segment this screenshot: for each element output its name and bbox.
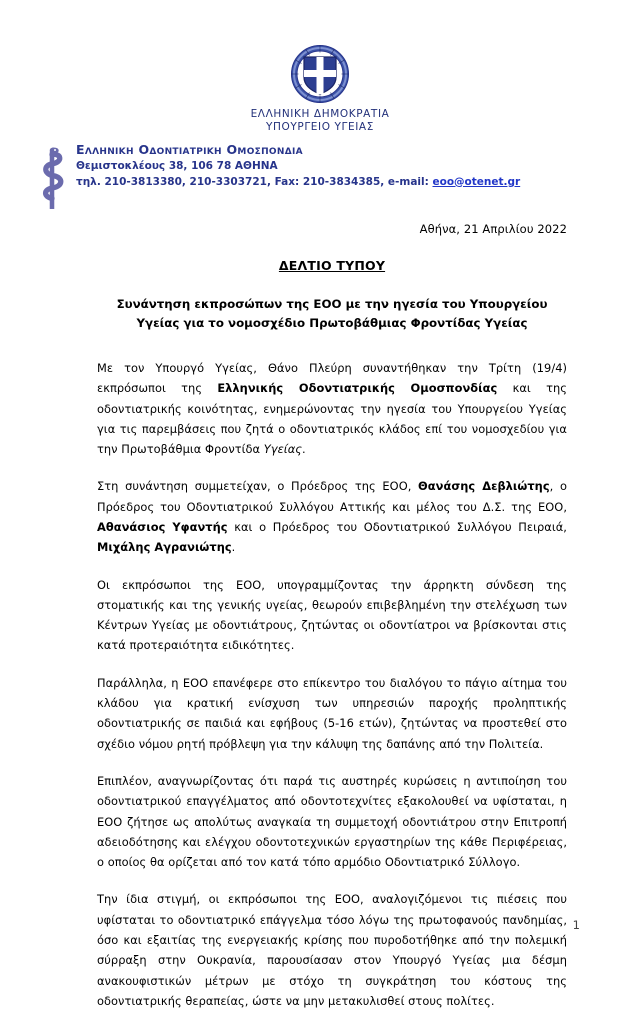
p1-text-b: και της οδοντιατρικής κοινότητας, ενημερώνοντας την ηγεσία του Υπουργείου Υγείας για τις παρεμβάσεις που ζητά ο οδοντιατρικός κλάδος επί του νομοσχεδίου για την Πρωτοβάθμια Φροντίδα xyxy=(97,381,567,457)
page-number: 1 xyxy=(572,918,580,932)
p2-text-b: , ο Πρόεδρος του Οδοντιατρικού Συλλόγου Αττικής και μέλος του Δ.Σ. της ΕΟΟ, xyxy=(97,479,567,514)
p2-bold-name-3: Μιχάλης Αγρανιώτης xyxy=(97,540,232,555)
document-body xyxy=(97,222,567,1011)
ministry-caption xyxy=(0,108,640,134)
p1-bold-organization: Ελληνικής Οδοντιατρικής Ομοσπονδίας xyxy=(217,381,498,396)
p1-text-c: . xyxy=(302,442,306,457)
ministry-line-republic: ΕΛΛΗΝΙΚΗ ΔΗΜΟΚΡΑΤΙΑ xyxy=(250,108,390,120)
hellenic-republic-coat-of-arms-icon xyxy=(290,44,350,104)
ministry-line-health: ΥΠΟΥΡΓΕΙΟ ΥΓΕΙΑΣ xyxy=(266,121,374,134)
contact-phone-fax-text: τηλ. 210-3813380, 210-3303721, Fax: 210-3834385, e-mail: xyxy=(76,175,433,188)
organization-address: Θεμιστοκλέους 38, 106 78 ΑΘΗΝΑ xyxy=(76,159,278,172)
organization-contact xyxy=(76,175,520,191)
organization-name: Ελληνική Οδοντιατρική Ομοσπονδία xyxy=(76,142,303,157)
paragraph-5: Επιπλέον, αναγνωρίζοντας ότι παρά τις αυστηρές κυρώσεις η αντιποίηση του οδοντιατρικού επαγγέλματος από οδοντοτεχνίτες εξακολουθεί να υφίσταται, η ΕΟΟ ζήτησε ως απολύτως αναγκαία τη συμμετοχή οδοντιάτρου στην Επιτροπή αδειοδότησης και ελέγχου οδοντοτεχνικών εργαστηρίων της κάθε Περιφέρειας, ο οποίος θα ορίζεται από τον κατά τόπο αρμόδιο Οδοντιατρικό Σύλλογο. xyxy=(97,773,567,870)
p1-text-a: Με τον Υπουργό Υγείας, Θάνο Πλεύρη συναντήθηκαν την Τρίτη (19/4) εκπρόσωποι της xyxy=(97,360,567,396)
p1-italic-ygeias: Υγείας xyxy=(263,442,303,457)
paragraph-6: Την ίδια στιγμή, οι εκπρόσωποι της ΕΟΟ, αναλογιζόμενοι τις πιέσεις που υφίσταται το οδοντιατρικό επάγγελμα τόσο λόγω της πρωτοφανούς πανδημίας, όσο και εξαιτίας της ενεργειακής κρίσης που πυροδοτήθηκε από την πολεμική σύρραξη στην Ουκρανία, παρουσίασαν στον Υπουργό Υγείας μια δέσμη ανακουφιστικών μέτρων με στόχο τη συγκράτηση του κόστους της οδοντιατρικής θεραπείας, ώστε να μην μετακυλισθεί στους πολίτες. xyxy=(97,892,567,1008)
p2-text-a: Στη συνάντηση συμμετείχαν, ο Πρόεδρος της ΕΟΟ, xyxy=(97,479,419,494)
paragraph-3: Οι εκπρόσωποι της ΕΟΟ, υπογραμμίζοντας την άρρηκτη σύνδεση της στοματικής και της γενικής υγείας, θεωρούν επιβεβλημένη την στελέχωση των Κέντρων Υγείας με οδοντιάτρους, ζητώντας οι οδοντίατροι να βρίσκονται στις κατά προτεραιότητα ειδικότητες. xyxy=(97,577,567,653)
rod-of-asclepius-icon xyxy=(36,144,68,212)
p2-bold-name-2: Αθανάσιος Υφαντής xyxy=(97,519,228,534)
p2-bold-name-1: Θανάσης Δεβλιώτης xyxy=(418,479,550,494)
paragraph-2 xyxy=(97,476,567,557)
paragraph-4: Παράλληλα, η ΕΟΟ επανέφερε στο επίκεντρο του διαλόγου το πάγιο αίτημα του κλάδου για κρατική ενίσχυση των υπηρεσιών παροχής προληπτικής οδοντιατρικής σε παιδιά και εφήβους (5-16 ετών), ζητώντας να προστεθεί στο σχέδιο νόμου ρητή πρόβλεψη για την κάλυψη της δαπάνης από την Πολιτεία. xyxy=(97,675,567,751)
ministry-emblem-block xyxy=(0,0,640,134)
email-link[interactable]: eoo@otenet.gr xyxy=(432,175,521,188)
p2-text-c: και ο Πρόεδρος του Οδοντιατρικού Συλλόγου Πειραιά, xyxy=(227,519,567,534)
letterhead xyxy=(36,142,520,212)
document-subtitle: Συνάντηση εκπροσώπων της ΕΟΟ με την ηγεσία του Υπουργείου Υγείας για το νομοσχέδιο Πρωτοβάθμιας Φροντίδας Υγείας xyxy=(116,297,548,331)
p2-text-d: . xyxy=(231,540,236,555)
paragraph-1 xyxy=(97,358,567,459)
page-title: ΔΕΛΤΙΟ ΤΥΠΟΥ xyxy=(278,258,386,273)
letterhead-text xyxy=(76,142,520,190)
date-line: Αθήνα, 21 Απριλίου 2022 xyxy=(419,222,567,236)
